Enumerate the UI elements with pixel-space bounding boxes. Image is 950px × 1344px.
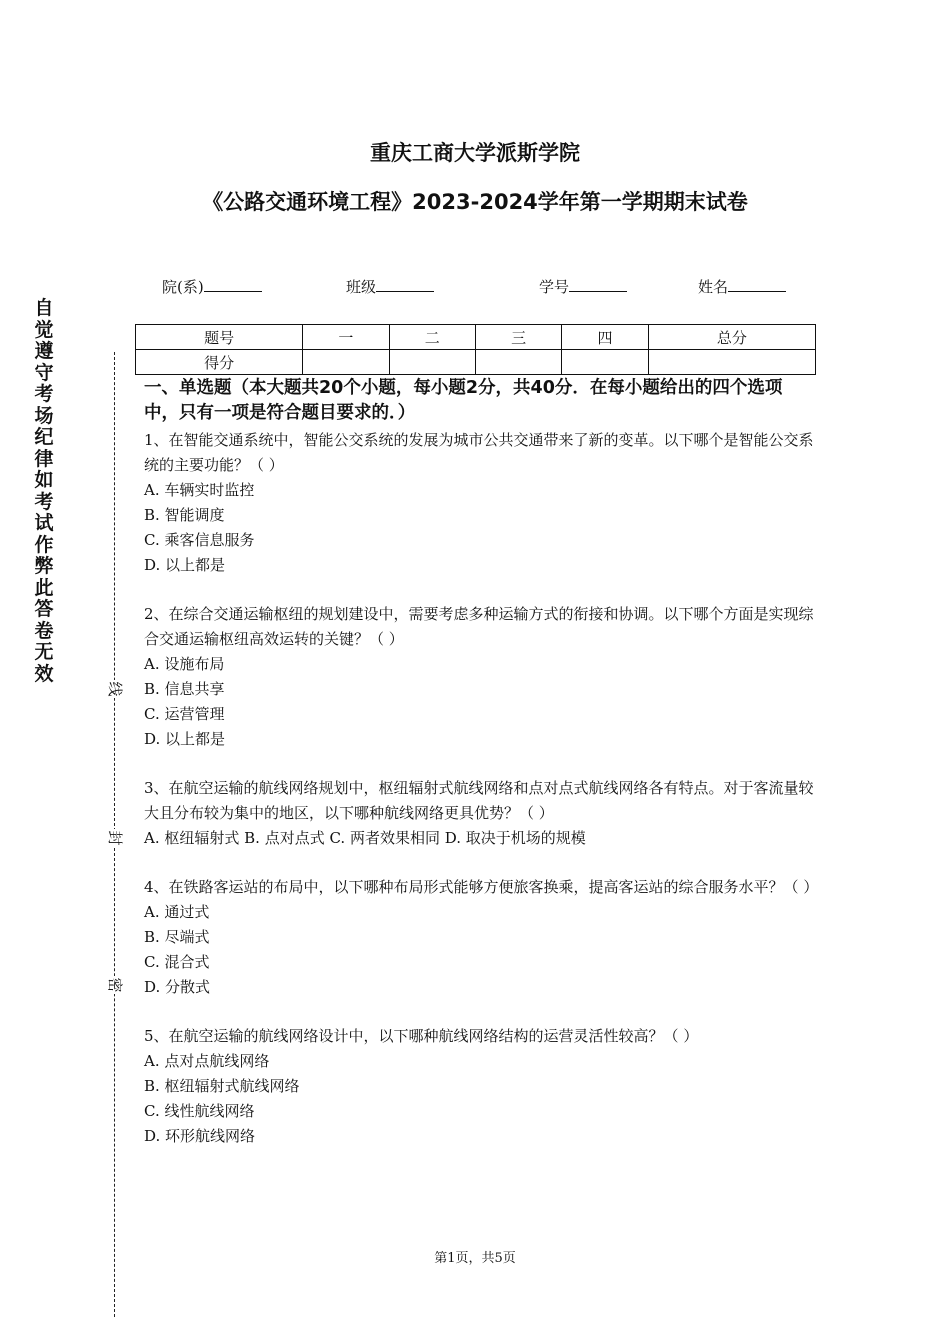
score-cell xyxy=(475,350,561,375)
option: D. 以上都是 xyxy=(144,730,226,748)
student-id-label: 学号 xyxy=(539,278,570,296)
name-blank xyxy=(728,277,786,292)
option: D. 分散式 xyxy=(144,978,211,996)
section-heading: 一、单选题（本大题共20个小题，每小题2分，共40分．在每小题给出的四个选项中，只有一项是符合题目要求的．） xyxy=(144,378,783,423)
option: B. 枢纽辐射式航线网络 xyxy=(144,1077,300,1095)
question-stem: 5、在航空运输的航线网络设计中，以下哪种航线网络结构的运营灵活性较高？（ ） xyxy=(144,1027,699,1045)
score-table xyxy=(135,324,816,375)
school-title: 重庆工商大学派斯学院 xyxy=(370,141,580,165)
seal-mark-bottom: 密 xyxy=(106,977,124,993)
class-label: 班级 xyxy=(346,278,377,296)
question xyxy=(144,776,814,851)
option: D. 环形航线网络 xyxy=(144,1127,256,1145)
question-stem: 4、在铁路客运站的布局中，以下哪种布局形式能够方便旅客换乘，提高客运站的综合服务水平？（ ） xyxy=(144,878,819,896)
option: A. 车辆实时监控 xyxy=(144,481,255,499)
info-student-id xyxy=(539,276,627,297)
option: C. 线性航线网络 xyxy=(144,1102,255,1120)
option: B. 智能调度 xyxy=(144,506,225,524)
question xyxy=(144,1024,814,1149)
score-table-header-row xyxy=(136,325,816,350)
score-header-cell: 三 xyxy=(475,325,561,350)
option: C. 混合式 xyxy=(144,953,210,971)
option: A. 设施布局 xyxy=(144,655,225,673)
name-label: 姓名 xyxy=(698,278,729,296)
student-id-blank xyxy=(569,277,627,292)
option: B. 信息共享 xyxy=(144,680,225,698)
option: C. 运营管理 xyxy=(144,705,225,723)
score-cell xyxy=(562,350,648,375)
info-department xyxy=(162,276,262,297)
question-stem: 3、在航空运输的航线网络规划中，枢纽辐射式航线网络和点对点式航线网络各有特点。对于客流量较大且分布较为集中的地区，以下哪种航线网络更具优势？（ ） xyxy=(144,779,814,822)
score-row-label: 得分 xyxy=(136,350,303,375)
department-blank xyxy=(204,277,262,292)
option: A. 枢纽辐射式 B. 点对点式 C. 两者效果相同 D. 取决于机场的规模 xyxy=(144,829,586,847)
question xyxy=(144,428,814,578)
question xyxy=(144,875,819,1000)
score-header-cell: 二 xyxy=(389,325,475,350)
option: A. 点对点航线网络 xyxy=(144,1052,270,1070)
score-cell xyxy=(303,350,389,375)
side-warning-text: 自觉遵守考场纪律如考试作弊此答卷无效 xyxy=(34,297,54,685)
score-header-cell: 题号 xyxy=(136,325,303,350)
class-blank xyxy=(376,277,434,292)
question-stem: 1、在智能交通系统中，智能公交系统的发展为城市公共交通带来了新的变革。以下哪个是智能公交系统的主要功能？（ ） xyxy=(144,431,814,474)
option: A. 通过式 xyxy=(144,903,210,921)
page-footer: 第1页，共5页 xyxy=(434,1251,516,1266)
score-cell xyxy=(648,350,815,375)
option: D. 以上都是 xyxy=(144,556,226,574)
info-class xyxy=(346,276,434,297)
seal-mark-top: 线 xyxy=(106,681,124,697)
score-header-cell: 一 xyxy=(303,325,389,350)
department-label: 院(系) xyxy=(162,278,204,296)
score-table-score-row xyxy=(136,350,816,375)
info-name xyxy=(698,276,786,297)
score-header-cell: 四 xyxy=(562,325,648,350)
option: B. 尽端式 xyxy=(144,928,210,946)
option: C. 乘客信息服务 xyxy=(144,531,255,549)
score-cell xyxy=(389,350,475,375)
question-content xyxy=(144,376,819,1173)
question-stem: 2、在综合交通运输枢纽的规划建设中，需要考虑多种运输方式的衔接和协调。以下哪个方面是实现综合交通运输枢纽高效运转的关键？（ ） xyxy=(144,605,814,648)
score-header-cell: 总分 xyxy=(648,325,815,350)
question xyxy=(144,602,814,752)
seal-mark-middle: 封 xyxy=(106,830,124,846)
exam-title: 《公路交通环境工程》2023-2024学年第一学期期末试卷 xyxy=(202,190,748,214)
